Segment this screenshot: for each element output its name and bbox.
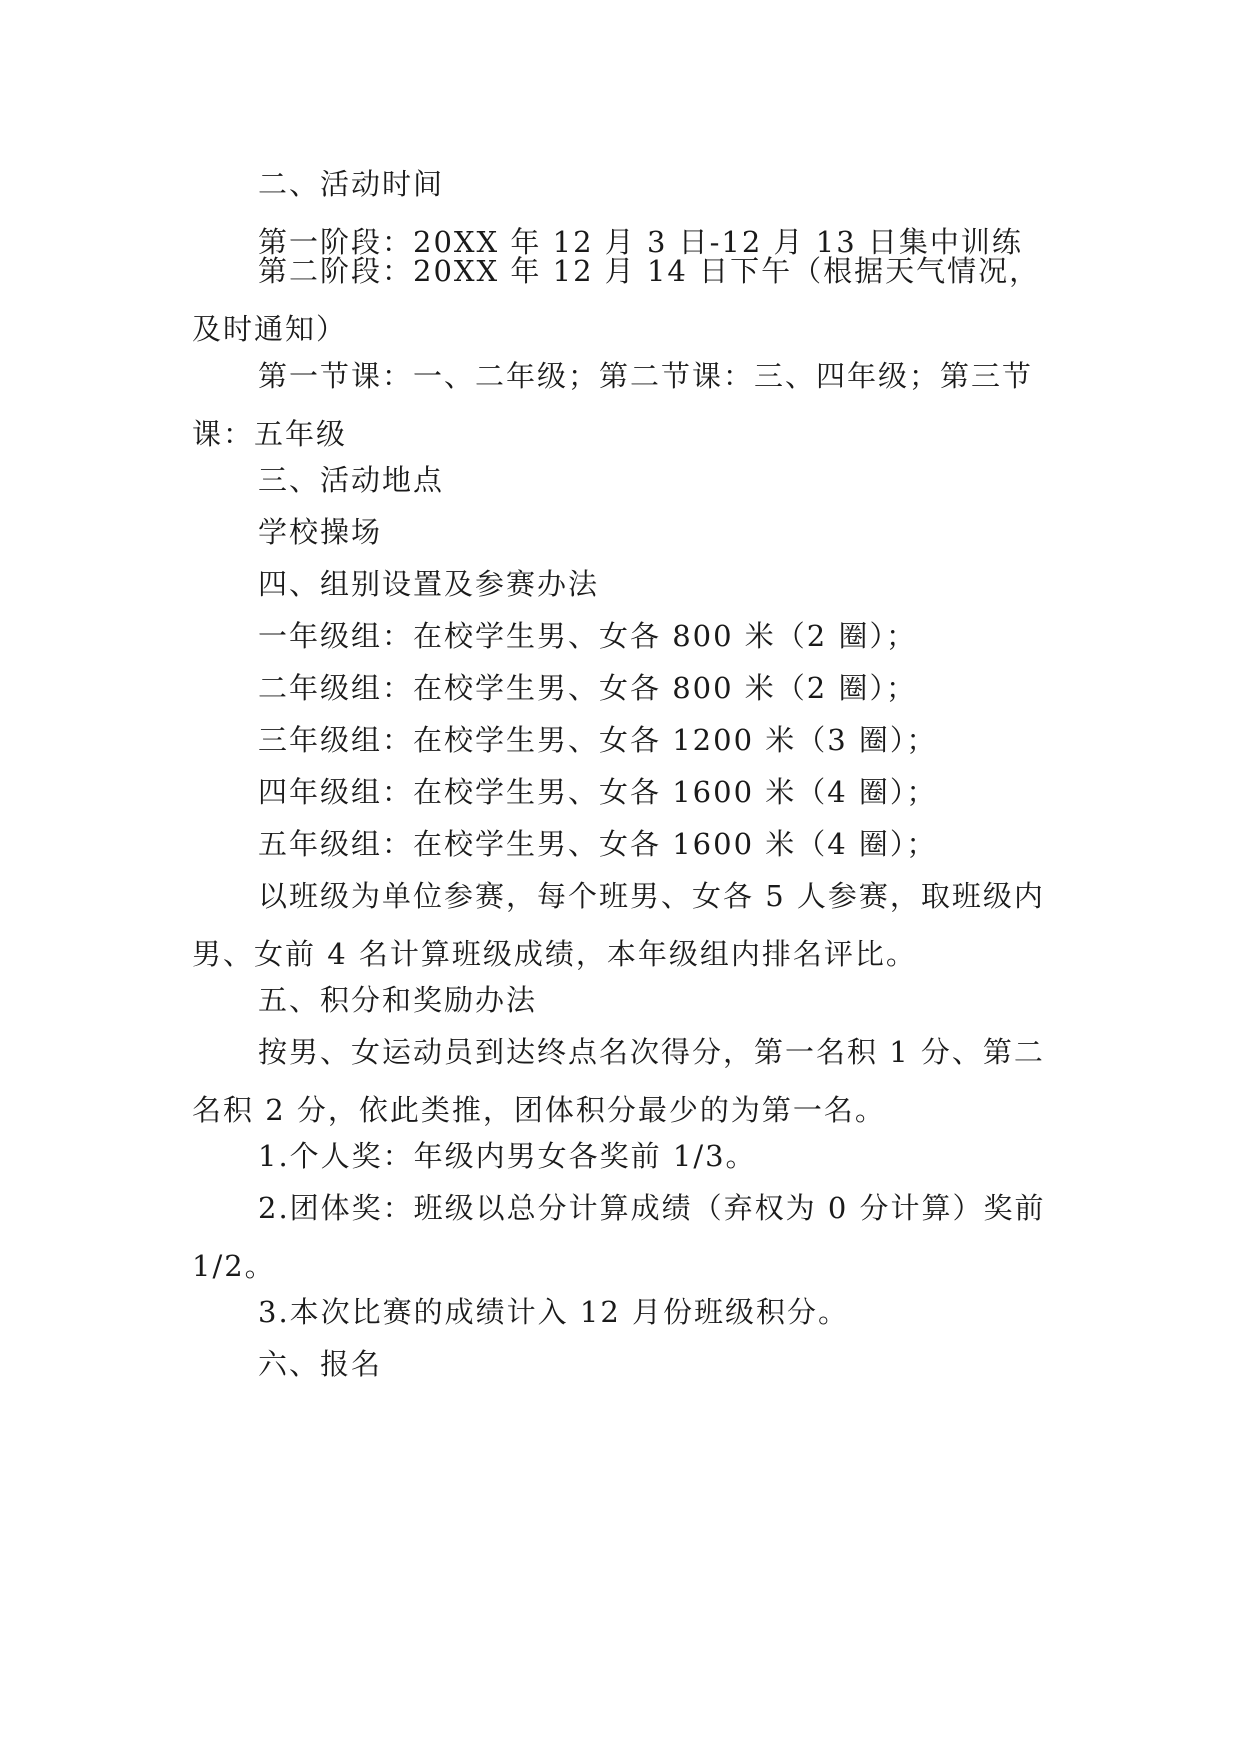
grade-four-group-line: 四年级组：在校学生男、女各 1600 米（4 圈）； — [258, 775, 938, 809]
scoring-rules-paragraph: 按男、女运动员到达终点名次得分，第一名积 1 分、第二名积 2 分，依此类推，团体积分最少的为第一名。 — [192, 1035, 1045, 1127]
class-schedule-paragraph: 第一节课：一、二年级；第二节课：三、四年级；第三节课：五年级 — [192, 359, 1034, 451]
class-points-line: 3.本次比赛的成绩计入 12 月份班级积分。 — [258, 1295, 850, 1329]
participation-rules-paragraph: 以班级为单位参赛，每个班男、女各 5 人参赛，取班级内男、女前 4 名计算班级成绩，本年级组内排名评比。 — [192, 879, 1045, 971]
team-award-paragraph: 2.团体奖：班级以总分计算成绩（弃权为 0 分计算）奖前 1/2。 — [192, 1191, 1046, 1283]
individual-award-line: 1.个人奖：年级内男女各奖前 1/3。 — [258, 1139, 757, 1173]
heading-scoring-awards: 五、积分和奖励办法 — [258, 983, 538, 1017]
heading-activity-location: 三、活动地点 — [258, 463, 445, 497]
grade-two-group-line: 二年级组：在校学生男、女各 800 米（2 圈）； — [258, 671, 917, 705]
heading-activity-time: 二、活动时间 — [258, 167, 445, 201]
stage-one-line: 第一阶段：20XX 年 12 月 3 日-12 月 13 日集中训练 — [258, 225, 1023, 259]
grade-five-group-line: 五年级组：在校学生男、女各 1600 米（4 圈）； — [258, 827, 938, 861]
location-line: 学校操场 — [258, 515, 383, 549]
stage-two-paragraph: 第二阶段：20XX 年 12 月 14 日下午（根据天气情况，及时通知） — [192, 254, 1041, 346]
grade-one-group-line: 一年级组：在校学生男、女各 800 米（2 圈）； — [258, 619, 917, 653]
heading-groups-rules: 四、组别设置及参赛办法 — [258, 567, 600, 601]
grade-three-group-line: 三年级组：在校学生男、女各 1200 米（3 圈）； — [258, 723, 938, 757]
heading-registration: 六、报名 — [258, 1347, 383, 1381]
